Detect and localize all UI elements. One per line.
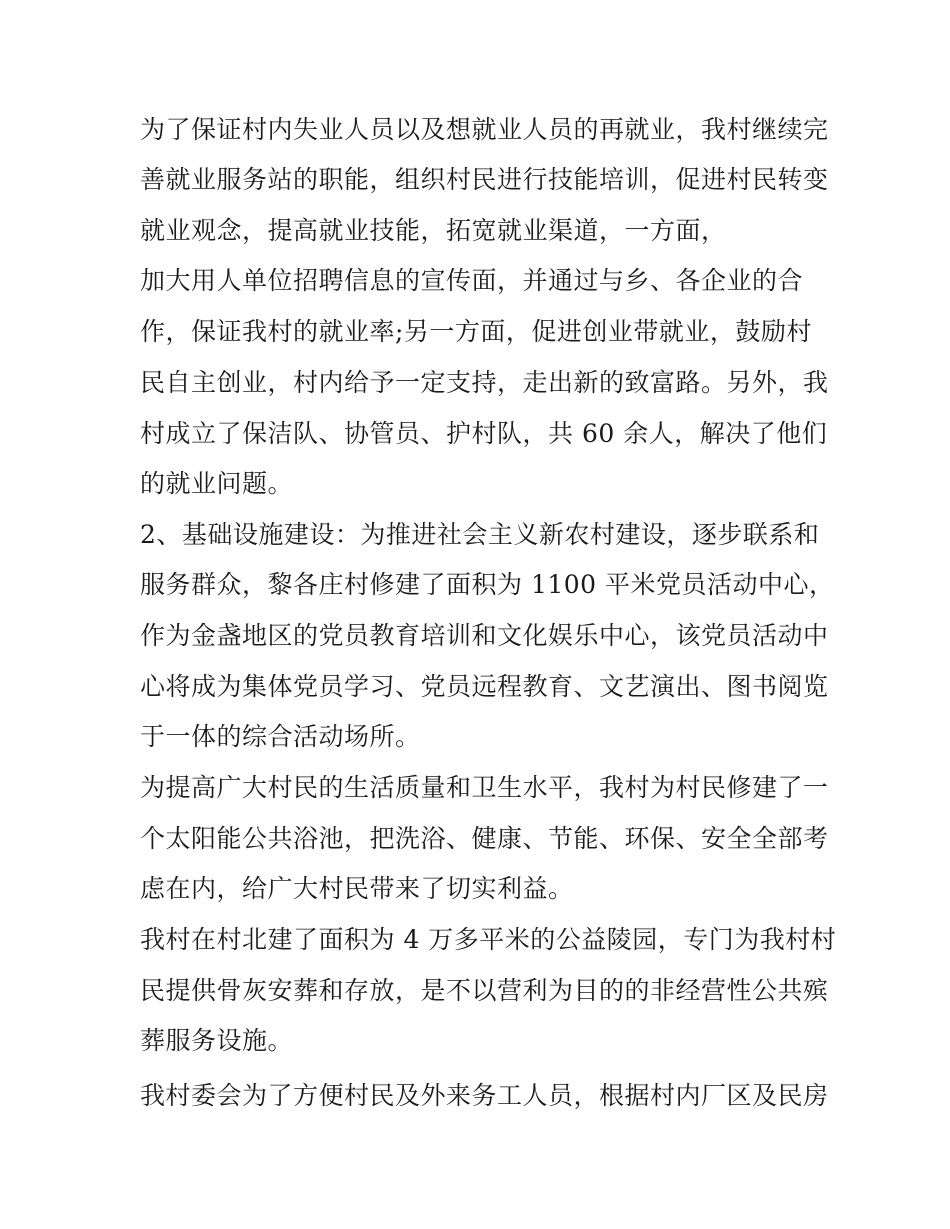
text-line: 我村委会为了方便村民及外来务工人员，根据村内厂区及民房 — [140, 1081, 829, 1110]
text-line: 服务群众，黎各庄村修建了面积为 1100 平米党员活动中心， — [140, 570, 835, 599]
text-line: 我村在村北建了面积为 4 万多平米的公益陵园，专门为我村村 — [140, 925, 837, 954]
text-line: 于一体的综合活动场所。 — [140, 722, 421, 751]
text-line: 作，保证我村的就业率;另一方面，促进创业带就业，鼓励村 — [140, 317, 812, 346]
text-line: 为提高广大村民的生活质量和卫生水平，我村为村民修建了一 — [140, 773, 829, 802]
text-line: 加大用人单位招聘信息的宣传面，并通过与乡、各企业的合 — [140, 266, 804, 295]
text-line: 心将成为集体党员学习、党员远程教育、文艺演出、图书阅览 — [140, 672, 829, 701]
text-line: 善就业服务站的职能，组织村民进行技能培训，促进村民转变 — [140, 165, 829, 194]
text-line: 葬服务设施。 — [140, 1026, 294, 1055]
text-line: 虑在内，给广大村民带来了切实利益。 — [140, 874, 574, 903]
text-line: 为了保证村内失业人员以及想就业人员的再就业，我村继续完 — [140, 115, 829, 144]
text-line: 个太阳能公共浴池，把洗浴、健康、节能、环保、安全全部考 — [140, 824, 829, 853]
text-line: 村成立了保洁队、协管员、护村队，共 60 余人，解决了他们 — [140, 419, 828, 448]
text-line: 的就业问题。 — [140, 469, 294, 498]
text-line: 2、基础设施建设：为推进社会主义新农村建设，逐步联系和 — [140, 520, 820, 549]
text-line: 就业观念，提高就业技能，拓宽就业渠道，一方面， — [140, 216, 727, 245]
text-line: 民提供骨灰安葬和存放，是不以营利为目的的非经营性公共殡 — [140, 976, 829, 1005]
text-line: 作为金盏地区的党员教育培训和文化娱乐中心，该党员活动中 — [140, 621, 829, 650]
text-line: 民自主创业，村内给予一定支持，走出新的致富路。另外，我 — [140, 368, 829, 397]
